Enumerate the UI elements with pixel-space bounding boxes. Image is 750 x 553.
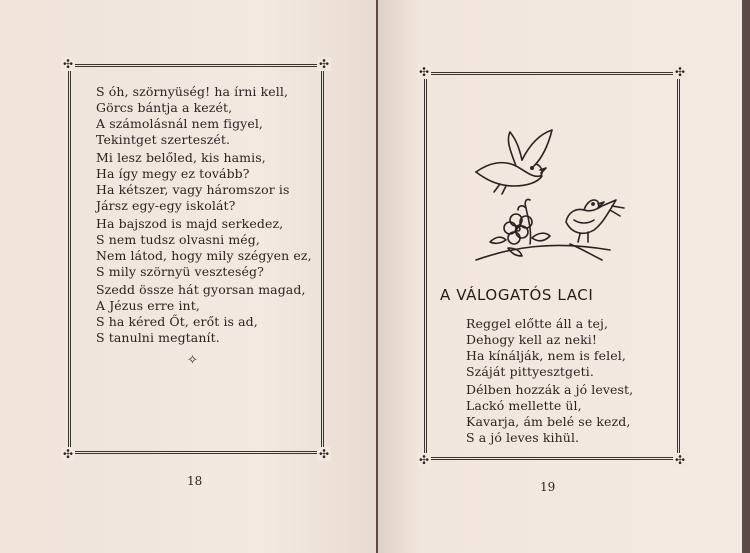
page-number-left: 18 — [187, 474, 203, 488]
poem-title: A VÁLOGATÓS LACI — [440, 286, 594, 304]
corner-ornament-icon: ✣ — [62, 447, 74, 461]
book-spine — [374, 0, 380, 553]
end-ornament-icon: ✧ — [187, 353, 198, 368]
corner-ornament-icon: ✣ — [418, 65, 430, 79]
corner-ornament-icon: ✣ — [674, 65, 686, 79]
corner-ornament-icon: ✣ — [318, 447, 330, 461]
corner-ornament-icon: ✣ — [674, 453, 686, 467]
stanza-4: Szedd össze hát gyorsan magad, A Jézus erre int, S ha kéred Őt, erőt is ad, S tanulni megtanít. — [96, 282, 306, 345]
stanza-2: Délben hozzák a jó levest, Lackó mellette ül, Kavarja, ám belé se kezd, S a jó leves kihül. — [466, 382, 634, 445]
stanza-1: S óh, szörnyüség! ha írni kell, Görcs bántja a kezét, A számolásnál nem figyel, Tekintget szerteszét. — [96, 84, 289, 147]
corner-ornament-icon: ✣ — [318, 57, 330, 71]
birds-illustration-icon — [470, 120, 630, 270]
corner-ornament-icon: ✣ — [62, 57, 74, 71]
page-number-right: 19 — [540, 480, 556, 494]
stanza-2: Mi lesz belőled, kis hamis, Ha így megy ez tovább? Ha kétszer, vagy háromszor is Jársz egy-egy iskolát? — [96, 150, 290, 213]
stanza-1: Reggel előtte áll a tej, Dehogy kell az neki! Ha kínálják, nem is felel, Száját pittyesztgeti. — [466, 316, 626, 379]
corner-ornament-icon: ✣ — [418, 453, 430, 467]
stanza-3: Ha bajszod is majd serkedez, S nem tudsz olvasni még, Nem látod, hogy mily szégyen ez, S mily szörnyü veszteség? — [96, 216, 312, 279]
